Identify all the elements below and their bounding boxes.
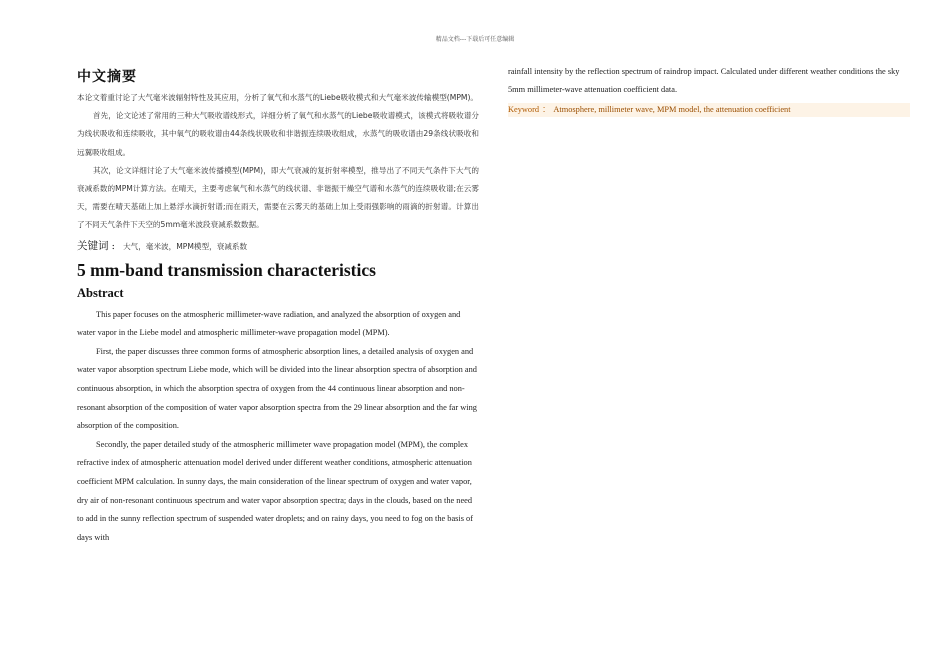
chinese-keywords-label: 关键词 bbox=[77, 239, 109, 252]
english-paragraph: This paper focuses on the atmospheric millimeter-wave radiation, and analyzed the absorption of oxygen and water vapor in the Liebe model and atmospheric millimeter-wave propagation model (MPM). bbox=[77, 309, 461, 338]
chinese-paragraph: 首先，论文论述了常用的三种大气吸收谱线形式，详细分析了氧气和水蒸气的Liebe吸收谱模式，该模式将吸收谱分为线状吸收和连续吸收，其中氧气的吸收谱由44条线状吸收和非谐振连续吸收组成，水蒸气的吸收谱由29条线状吸收和远翼吸收组成。 bbox=[77, 111, 479, 157]
english-paragraph: First, the paper discusses three common forms of atmospheric absorption lines, a detailed analysis of oxygen and water vapor absorption spectrum Liebe mode, which will be divided into the linear absorption spectra of absorption and continuous absorption, in which the absorption spectra of oxygen from the 44 continuous linear absorption and non-resonant absorption of the composition of water vapor absorption spectra from the 29 linear absorption and the far wing absorption of the composition. bbox=[77, 346, 477, 431]
english-paragraph-continuation: rainfall intensity by the reflection spectrum of raindrop impact. Calculated under different weather conditions the sky 5mm millimeter-wave attenuation coefficient data. bbox=[508, 67, 900, 95]
chinese-abstract-title: 中文摘要 bbox=[77, 69, 137, 85]
english-keywords bbox=[508, 103, 910, 117]
right-column bbox=[508, 63, 910, 117]
chinese-keywords-colon: ： bbox=[111, 241, 120, 251]
chinese-paragraph: 本论文着重讨论了大气毫米波辐射特性及其应用，分析了氧气和水蒸气的Liebe吸收模式和大气毫米波传输模型(MPM)。 bbox=[77, 93, 479, 102]
english-paragraph: Secondly, the paper detailed study of the atmospheric millimeter wave propagation model (MPM), the complex refractive index of atmospheric attenuation model derived under different weather conditions, atmospheric attenuation coefficient MPM calculation. In sunny days, the main consideration of the linear spectrum of oxygen and water vapor, dry air of non-resonant continuous spectrum and water vapor absorption spectra; days in the clouds, based on the need to add in the sunny reflection spectrum of suspended water droplets; and on rainy days, you need to fog on the basis of days with bbox=[77, 439, 474, 542]
chinese-keywords bbox=[77, 239, 479, 254]
english-keywords-text: Atmosphere, millimeter wave, MPM model, the attenuation coefficient bbox=[553, 104, 791, 114]
english-keywords-colon: ： bbox=[542, 104, 551, 114]
chinese-paragraph: 其次，论文详细讨论了大气毫米波传播模型(MPM)，即大气衰减的复折射率模型，推导出了不同天气条件下大气的衰减系数的MPM计算方法。在晴天，主要考虑氧气和水蒸气的线状谱、非谐振干燥空气谱和水蒸气的连续吸收谱;在云雾天，需要在晴天基础上加上悬浮水滴折射谱;而在雨天，需要在云雾天的基础上加上受雨强影响的雨滴的折射谱。计算出了不同天气条件下天空的5mm毫米波段衰减系数数据。 bbox=[77, 165, 479, 230]
abstract-heading: Abstract bbox=[77, 285, 124, 300]
english-keywords-label: Keyword bbox=[508, 104, 540, 114]
chinese-keywords-text: 大气，毫米波，MPM模型，衰减系数 bbox=[123, 241, 248, 251]
left-column bbox=[77, 64, 479, 547]
english-title: 5 mm-band transmission characteristics bbox=[77, 259, 376, 280]
header-note: 精品文档---下载后可任意编辑 bbox=[435, 36, 515, 43]
